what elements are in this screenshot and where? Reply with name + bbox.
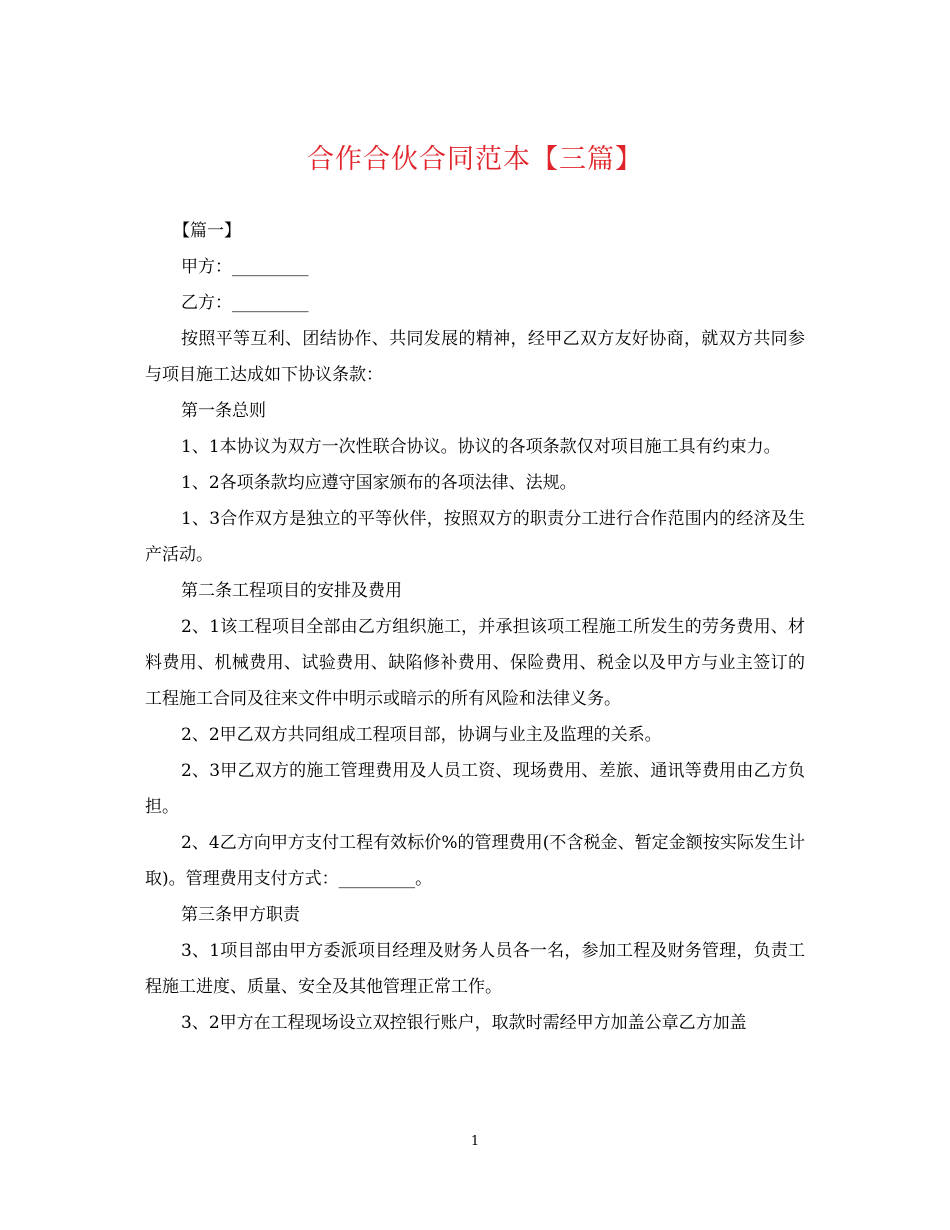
clause-paragraph: 1、2各项条款均应遵守国家颁布的各项法律、法规。 [181,473,577,493]
article-heading: 第三条甲方职责 [181,905,300,925]
article-heading: 第二条工程项目的安排及费用 [181,581,402,601]
clause-paragraph: 2、4乙方向甲方支付工程有效标价%的管理费用(不含税金、暂定金额按实际发生计取)。管理费用支付方式：_________。 [145,833,805,889]
clause-paragraph: 1、3合作双方是独立的平等伙伴，按照双方的职责分工进行合作范围内的经济及生产活动。 [145,509,805,565]
party-b-line: 乙方：_________ [181,293,309,313]
page-number: 1 [470,1134,480,1149]
clause-paragraph: 3、2甲方在工程现场设立双控银行账户，取款时需经甲方加盖公章乙方加盖 [181,1013,747,1033]
clause-paragraph: 2、3甲乙双方的施工管理费用及人员工资、现场费用、差旅、通讯等费用由乙方负担。 [145,761,805,817]
clause-paragraph: 1、1本协议为双方一次性联合协议。协议的各项条款仅对项目施工具有约束力。 [181,437,781,457]
article-heading: 第一条总则 [181,401,266,421]
clause-paragraph: 3、1项目部由甲方委派项目经理及财务人员各一名，参加工程及财务管理，负责工程施工进度、质量、安全及其他管理正常工作。 [145,941,805,997]
document-body [145,213,805,1041]
document-title: 合作合伙合同范本【三篇】 [307,144,643,175]
party-a-line: 甲方：_________ [181,257,309,277]
section-heading: 【篇一】 [173,221,241,241]
clause-paragraph: 2、1该工程项目全部由乙方组织施工，并承担该项工程施工所发生的劳务费用、材料费用、机械费用、试验费用、缺陷修补费用、保险费用、税金以及甲方与业主签订的工程施工合同及往来文件中明示或暗示的所有风险和法律义务。 [145,617,805,709]
clause-paragraph: 2、2甲乙双方共同组成工程项目部，协调与业主及监理的关系。 [181,725,662,745]
preamble-paragraph: 按照平等互利、团结协作、共同发展的精神，经甲乙双方友好协商，就双方共同参与项目施工达成如下协议条款： [145,329,805,385]
